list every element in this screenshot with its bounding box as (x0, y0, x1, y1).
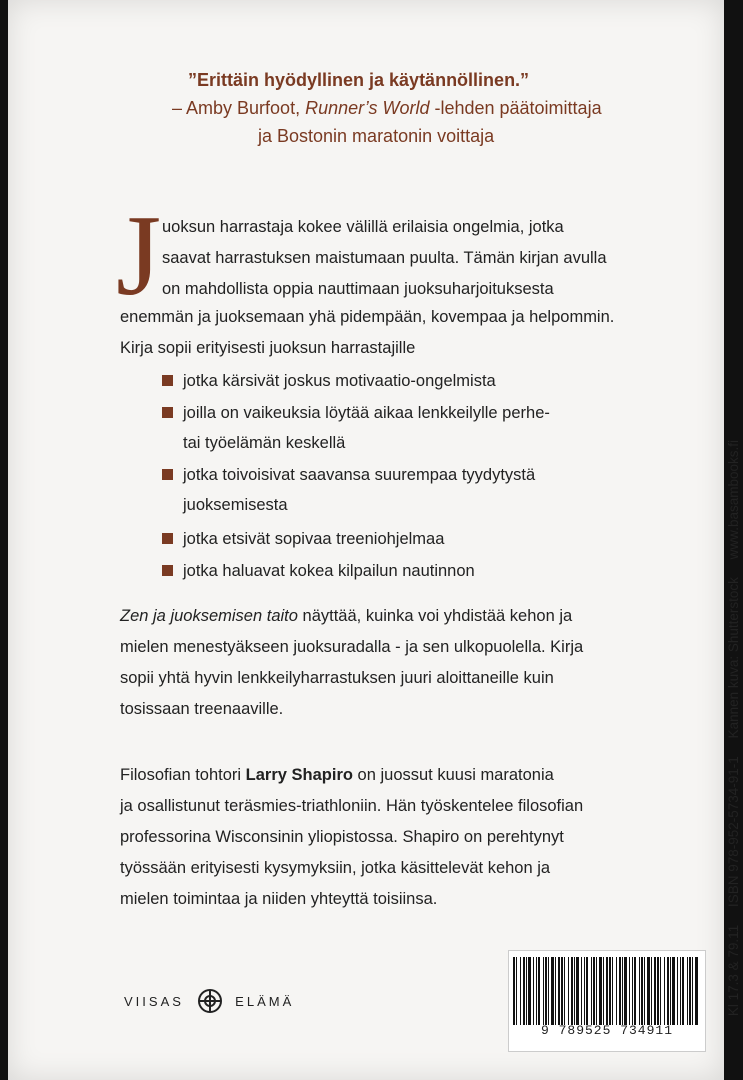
barcode-bar (591, 957, 592, 1025)
barcode-bar (513, 957, 515, 1025)
barcode-bar (571, 957, 573, 1025)
list-item: jotka etsivät sopivaa treeniohjelmaa (162, 530, 444, 549)
barcode-bar (584, 957, 585, 1025)
barcode-bar (523, 957, 525, 1025)
barcode-bar (606, 957, 608, 1025)
list-item: jotka toivoisivat saavansa suurempaa tyydytystä (162, 466, 535, 485)
barcode-bar (564, 957, 565, 1025)
quote-attribution: – Amby Burfoot, Runner’s World -lehden päätoimittaja (172, 98, 602, 118)
list-item: jotka haluavat kokea kilpailun nautinnon (162, 562, 475, 581)
bullet-square-icon (162, 375, 173, 386)
list-item: joilla on vaikeuksia löytää aikaa lenkkeilylle perhe- (162, 404, 550, 423)
knot-logo-icon (197, 988, 223, 1017)
quote-text: ”Erittäin hyödyllinen ja käytännöllinen.” (188, 70, 530, 90)
barcode-bar (574, 957, 575, 1025)
barcode-bar (692, 957, 693, 1025)
barcode-bar (682, 957, 684, 1025)
barcode-bar (516, 957, 517, 1025)
barcode-bar (647, 957, 650, 1025)
barcode-bar (629, 957, 630, 1025)
barcode-bar (538, 957, 540, 1025)
barcode-bar (520, 957, 521, 1025)
bullet-square-icon (162, 565, 173, 576)
barcode-bar (616, 957, 617, 1025)
barcode-bar (536, 957, 537, 1025)
barcode-bar (619, 957, 621, 1025)
barcode-bar (551, 957, 554, 1025)
barcode-bar (695, 957, 698, 1025)
barcode-bar (687, 957, 688, 1025)
barcode-bar (651, 957, 652, 1025)
barcode-bar (672, 957, 675, 1025)
list-item-cont: juoksemisesta (183, 496, 288, 514)
list-item: jotka kärsivät joskus motivaatio-ongelmista (162, 372, 496, 391)
barcode-bar (561, 957, 563, 1025)
quote-attribution-line2: ja Bostonin maratonin voittaja (258, 126, 495, 146)
barcode-bar (612, 957, 613, 1025)
barcode-bar (664, 957, 665, 1025)
barcode-bar (680, 957, 681, 1025)
barcode-bar (609, 957, 611, 1025)
barcode-bar (667, 957, 669, 1025)
barcode-bar (657, 957, 659, 1025)
barcode-bar (599, 957, 602, 1025)
barcode-bar (622, 957, 623, 1025)
barcode-bar (644, 957, 645, 1025)
barcode-bar (603, 957, 604, 1025)
barcode-bar (624, 957, 627, 1025)
publisher-logo: VIISAS ELÄMÄ (124, 988, 294, 1017)
barcode-bar (545, 957, 547, 1025)
classification: Kl 17.3 & 79.11 (726, 924, 741, 1017)
cover-credit: Kannen kuva: Shutterstock (726, 577, 741, 739)
barcode-bar (528, 957, 531, 1025)
barcode-bar (576, 957, 579, 1025)
barcode-bar (689, 957, 691, 1025)
barcode-bar (558, 957, 560, 1025)
author-name: Larry Shapiro (245, 766, 353, 784)
barcode-bar (660, 957, 661, 1025)
barcode-bar (641, 957, 643, 1025)
barcode-bar (593, 957, 595, 1025)
barcode-number: 9 789525 734911 (540, 1023, 674, 1038)
bullet-square-icon (162, 407, 173, 418)
barcode-bar (596, 957, 597, 1025)
isbn-barcode (508, 950, 706, 1052)
barcode-bar (677, 957, 678, 1025)
barcode-bar (543, 957, 544, 1025)
barcode-bars (513, 957, 701, 1025)
barcode-bar (568, 957, 569, 1025)
barcode-bar (670, 957, 671, 1025)
barcode-bar (526, 957, 527, 1025)
barcode-bar (639, 957, 640, 1025)
barcode-bar (533, 957, 534, 1025)
publisher-url: www.basambooks.fi (726, 440, 741, 560)
bullet-square-icon (162, 469, 173, 480)
barcode-bar (581, 957, 582, 1025)
barcode-bar (634, 957, 636, 1025)
isbn-text: ISBN 978-952-5734-91-1 (726, 756, 741, 908)
barcode-bar (586, 957, 588, 1025)
barcode-bar (654, 957, 656, 1025)
list-item-cont: tai työelämän keskellä (183, 434, 346, 452)
spine-info (726, 440, 741, 1040)
barcode-bar (548, 957, 549, 1025)
barcode-bar (555, 957, 556, 1025)
barcode-bar (632, 957, 633, 1025)
drop-cap: J (116, 192, 162, 320)
bullet-square-icon (162, 533, 173, 544)
